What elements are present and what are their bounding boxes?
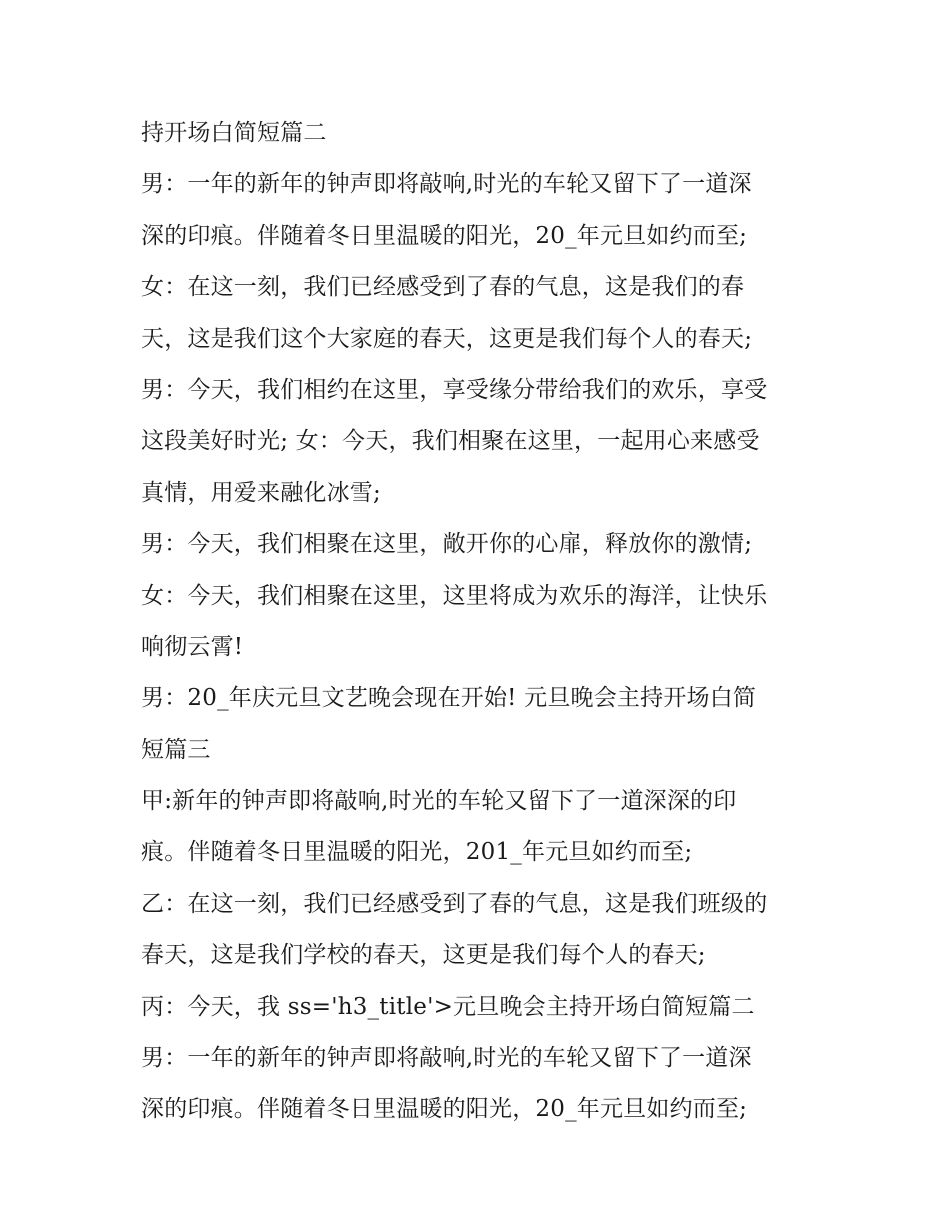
- text-line: 男：今天，我们相约在这里，享受缘分带给我们的欢乐，享受: [141, 376, 768, 403]
- text-line: 男：一年的新年的钟声即将敲响,时光的车轮又留下了一道深: [141, 171, 752, 198]
- text-line: 响彻云霄!: [141, 633, 244, 660]
- text-line: 女：在这一刻，我们已经感受到了春的气息，这是我们的春: [141, 274, 745, 301]
- text-line: 男：一年的新年的钟声即将敲响,时光的车轮又留下了一道深: [141, 1045, 752, 1072]
- text-line: 痕。伴随着冬日里温暖的阳光，201_年元旦如约而至;: [141, 839, 693, 866]
- text-line: 男：20_年庆元旦文艺晚会现在开始! 元旦晚会主持开场白简: [141, 685, 757, 712]
- text-line: 春天，这是我们学校的春天，这更是我们每个人的春天;: [141, 942, 706, 969]
- text-line: 深的印痕。伴随着冬日里温暖的阳光，20_年元旦如约而至;: [141, 1096, 748, 1123]
- text-line: 短篇三: [141, 736, 211, 763]
- text-line: 持开场白简短篇二: [141, 120, 327, 146]
- text-line: 这段美好时光; 女：今天，我们相聚在这里，一起用心来感受: [141, 428, 760, 455]
- text-line: 丙：今天，我 ss='h3_title'>元旦晚会主持开场白简短篇二: [141, 993, 755, 1020]
- text-line: 天，这是我们这个大家庭的春天，这更是我们每个人的春天;: [141, 325, 753, 352]
- text-line: 男：今天，我们相聚在这里，敞开你的心扉，释放你的激情;: [141, 531, 753, 558]
- text-line: 乙：在这一刻，我们已经感受到了春的气息，这是我们班级的: [141, 890, 768, 917]
- text-line: 甲:新年的钟声即将敲响,时光的车轮又留下了一道深深的印: [141, 788, 737, 815]
- text-line: 女：今天，我们相聚在这里，这里将成为欢乐的海洋，让快乐: [141, 582, 768, 609]
- text-line: 真情，用爱来融化冰雪;: [141, 479, 381, 506]
- text-line: 深的印痕。伴随着冬日里温暖的阳光，20_年元旦如约而至;: [141, 222, 748, 249]
- document-body: [141, 108, 841, 1136]
